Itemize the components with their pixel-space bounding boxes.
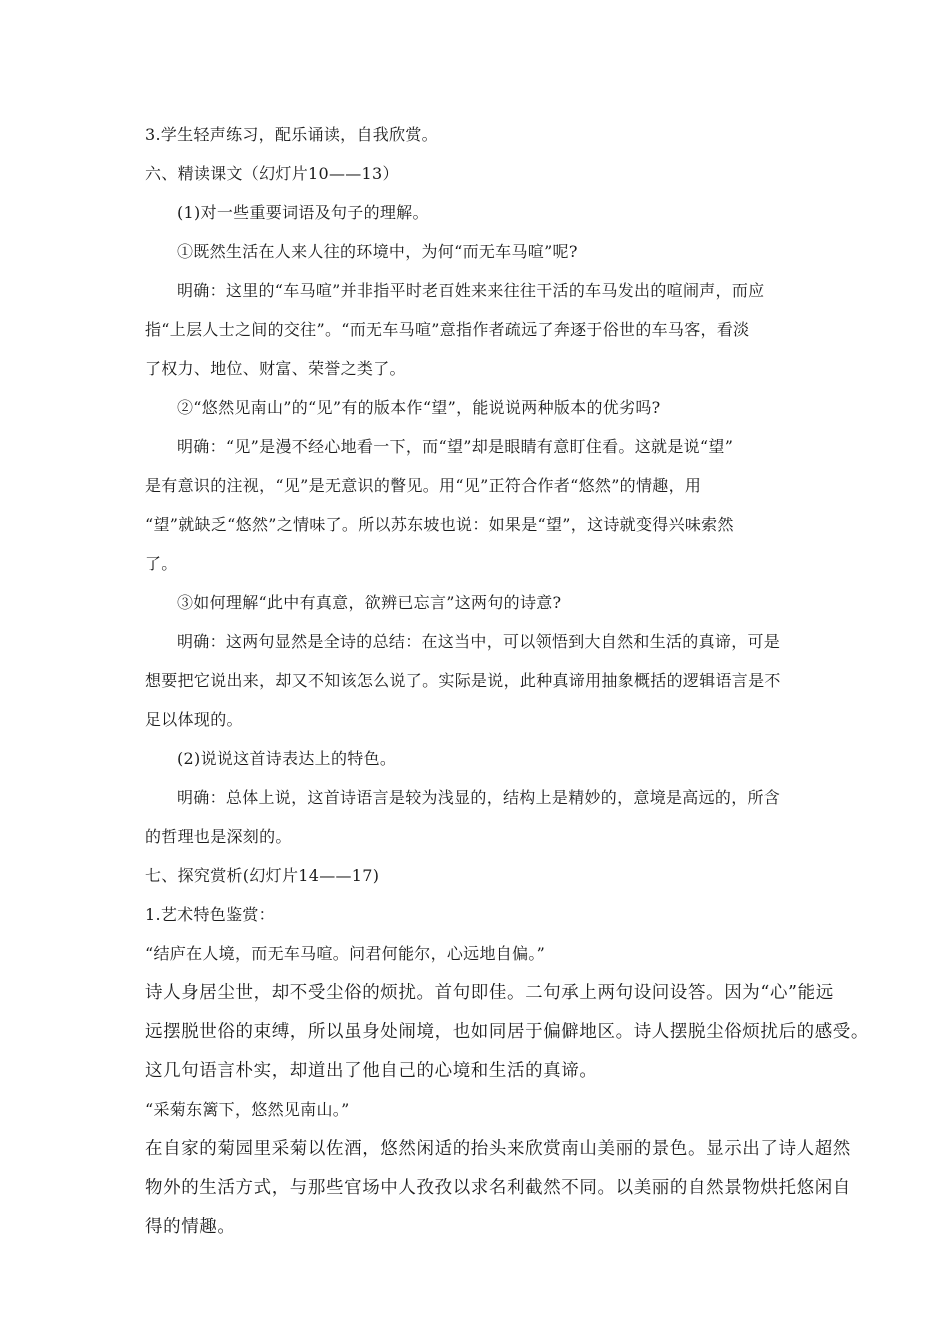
subsection-heading: 1.艺术特色鉴赏： (145, 905, 275, 924)
answer-line: 了权力、地位、财富、荣誉之类了。 (145, 359, 406, 378)
answer-line: 指“上层人士之间的交往”。“而无车马喧”意指作者疏远了奔逐于俗世的车马客，看淡 (145, 320, 750, 339)
analysis-line: 在自家的菊园里采菊以佐酒，悠然闲适的抬头来欣赏南山美丽的景色。显示出了诗人超然 (145, 1139, 851, 1159)
answer-line: 的哲理也是深刻的。 (145, 827, 292, 846)
section-heading: 六、精读课文（幻灯片10——13） (145, 164, 399, 183)
answer-line: “望”就缺乏“悠然”之情味了。所以苏东坡也说：如果是“望”，这诗就变得兴味索然 (145, 515, 734, 534)
question-line: ③如何理解“此中有真意，欲辨已忘言”这两句的诗意? (177, 593, 562, 612)
poem-quote: “结庐在人境，而无车马喧。问君何能尔，心远地自偏。” (145, 944, 546, 963)
analysis-line: 物外的生活方式，与那些官场中人孜孜以求名利截然不同。以美丽的自然景物烘托悠闲自 (145, 1178, 851, 1198)
question-line: ②“悠然见南山”的“见”有的版本作“望”，能说说两种版本的优劣吗? (177, 398, 661, 417)
answer-line: 想要把它说出来，却又不知该怎么说了。实际是说，此种真谛用抽象概括的逻辑语言是不 (145, 671, 781, 690)
answer-line: 了。 (145, 554, 178, 573)
answer-line: 明确：这两句显然是全诗的总结：在这当中，可以领悟到大自然和生活的真谛，可是 (177, 632, 781, 651)
text-line: 3.学生轻声练习，配乐诵读，自我欣赏。 (145, 125, 438, 144)
subsection-heading: (2)说说这首诗表达上的特色。 (177, 749, 397, 768)
answer-line: 明确：“见”是漫不经心地看一下，而“望”却是眼睛有意盯住看。这就是说“望” (177, 437, 734, 456)
answer-line: 明确：这里的“车马喧”并非指平时老百姓来来往往干活的车马发出的喧闹声，而应 (177, 281, 765, 300)
analysis-line: 诗人身居尘世，却不受尘俗的烦扰。首句即佳。二句承上两句设问设答。因为“心”能远 (145, 983, 834, 1003)
analysis-line: 这几句语言朴实，却道出了他自己的心境和生活的真谛。 (145, 1061, 598, 1081)
question-line: ①既然生活在人来人往的环境中，为何“而无车马喧”呢? (177, 242, 578, 261)
poem-quote: “采菊东篱下，悠然见南山。” (145, 1100, 350, 1119)
answer-line: 明确：总体上说，这首诗语言是较为浅显的，结构上是精妙的，意境是高远的，所含 (177, 788, 781, 807)
answer-line: 足以体现的。 (145, 710, 243, 729)
subsection-heading: (1)对一些重要词语及句子的理解。 (177, 203, 429, 222)
analysis-line: 远摆脱世俗的束缚，所以虽身处闹境，也如同居于偏僻地区。诗人摆脱尘俗烦扰后的感受。 (145, 1022, 869, 1042)
analysis-line: 得的情趣。 (145, 1217, 236, 1237)
answer-line: 是有意识的注视，“见”是无意识的瞥见。用“见”正符合作者“悠然”的情趣，用 (145, 476, 702, 495)
section-heading: 七、探究赏析(幻灯片14——17) (145, 866, 380, 885)
